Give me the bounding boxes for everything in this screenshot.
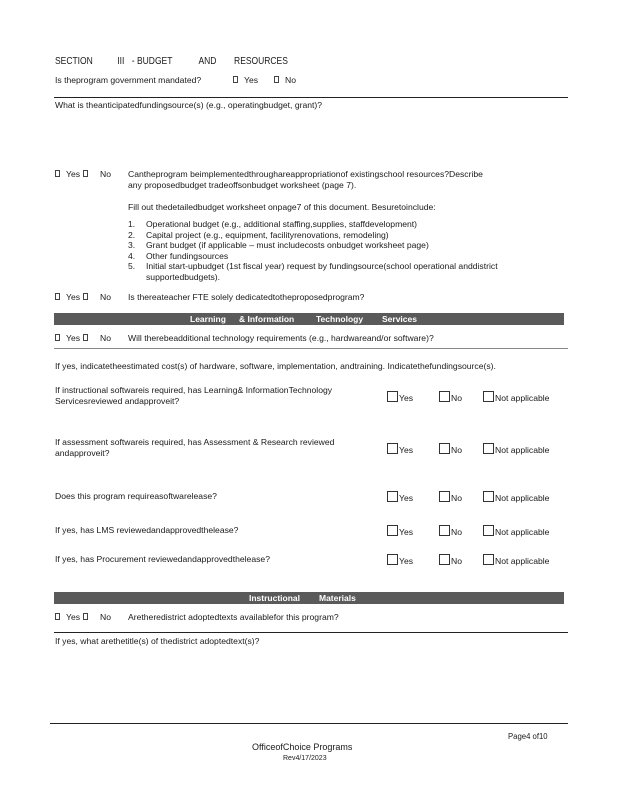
item-text: Other fundingsources — [146, 250, 229, 261]
item-text: Operational budget (e.g., additional staffing,supplies, staffdevelopment) — [146, 219, 418, 229]
yes-checkbox-end-icon — [83, 334, 88, 341]
item-number: 5. — [128, 261, 136, 271]
yes-checkbox-label: Yes — [399, 445, 414, 455]
yes-checkbox-label: Yes — [399, 393, 414, 403]
not-applicable-checkbox-label: Not applicable — [495, 393, 550, 403]
no-checkbox-icon[interactable] — [439, 554, 450, 565]
no-checkbox-label: No — [451, 393, 462, 403]
section-budget: - BUDGET — [131, 56, 173, 67]
lit-section-bar — [54, 313, 564, 325]
checkbox-question-text — [55, 385, 332, 407]
mandated-no-label: No — [285, 75, 296, 85]
yes-checkbox-icon[interactable] — [55, 613, 60, 620]
yes-checkbox-icon[interactable] — [233, 76, 238, 83]
no-checkbox-icon[interactable] — [439, 391, 450, 402]
no-checkbox-icon[interactable] — [439, 491, 450, 502]
checkbox-question-text — [55, 491, 217, 502]
tech-no-label[interactable]: No — [100, 333, 111, 343]
yes-checkbox-icon[interactable] — [55, 170, 60, 177]
adopted-yes-option[interactable] — [55, 612, 94, 623]
question-line: If yes, has LMS reviewedandapprovedthelease? — [55, 525, 239, 535]
appropriation-question-line2: any proposedbudget tradeoffsonbudget worksheet (page 7). — [128, 180, 357, 190]
yes-checkbox-option[interactable] — [387, 525, 413, 538]
yes-checkbox-label: Yes — [399, 527, 414, 537]
yes-checkbox-icon[interactable] — [387, 525, 398, 536]
not-applicable-checkbox-icon[interactable] — [483, 443, 494, 454]
question-line: If yes, has Procurement reviewedandapprovedthelease? — [55, 554, 270, 564]
list-item — [128, 219, 548, 230]
yes-checkbox-option[interactable] — [387, 391, 413, 404]
not-applicable-checkbox-label: Not applicable — [495, 527, 550, 537]
item-number: 4. — [128, 250, 136, 261]
tech-yes-option[interactable] — [55, 333, 94, 344]
yes-checkbox-option[interactable] — [387, 491, 413, 504]
mandated-yes-label: Yes — [244, 75, 259, 85]
yes-checkbox-icon[interactable] — [387, 491, 398, 502]
yes-checkbox-icon[interactable] — [55, 293, 60, 300]
item-text-continued: supportedbudgets). — [146, 271, 221, 282]
yes-checkbox-label: Yes — [399, 493, 414, 503]
fte-question: Is thereateacher FTE solely dedicatedtotheproposedprogram? — [128, 292, 365, 302]
item-number: 3. — [128, 240, 136, 250]
yes-checkbox-option[interactable] — [387, 443, 413, 456]
tech-question: Will therebeadditional technology requirements (e.g., hardwareand/or software)? — [128, 333, 434, 343]
adopted-yes-label: Yes — [66, 612, 81, 622]
appropriation-yes-label: Yes — [66, 169, 81, 179]
footer-divider — [50, 723, 568, 724]
fill-out-instructions: Fill out thedetailedbudget worksheet onpage7 of this document. Besuretoinclude: — [128, 202, 436, 212]
section-title — [55, 56, 288, 67]
no-checkbox-option[interactable] — [439, 443, 462, 456]
section-and: AND — [198, 56, 217, 67]
no-checkbox-icon[interactable] — [439, 525, 450, 536]
list-item — [128, 240, 548, 251]
question-line: If instructional softwareis required, has Learning& InformationTechnology — [55, 385, 333, 395]
not-applicable-checkbox-option[interactable] — [483, 443, 549, 456]
yes-checkbox-icon[interactable] — [387, 554, 398, 565]
adopted-titles-question: If yes, what arethetitle(s) of thedistrict adoptedtext(s)? — [55, 636, 260, 646]
bar-word: & Information — [239, 314, 295, 324]
page-number: Page4 of10 — [508, 731, 548, 741]
tech-yes-label: Yes — [66, 333, 81, 343]
question-line: andapproveit? — [55, 448, 110, 458]
item-text: Initial start-upbudget (1st fiscal year) request by fundingsource(school operational anddistrict — [146, 261, 498, 271]
not-applicable-checkbox-icon[interactable] — [483, 554, 494, 565]
footer-office: OfficeofChoice Programs — [252, 742, 353, 752]
appropriation-no-label[interactable]: No — [100, 169, 111, 179]
not-applicable-checkbox-icon[interactable] — [483, 525, 494, 536]
yes-checkbox-end-icon — [83, 170, 88, 177]
checkbox-question-text — [55, 525, 238, 536]
item-number: 2. — [128, 229, 136, 240]
checkbox-question-text — [55, 437, 334, 459]
footer-revision: Rev4/17/2023 — [283, 755, 327, 762]
tech-cost-question: If yes, indicatetheestimated cost(s) of hardware, software, implementation, andtraining. Indicatethefundingsource(s). — [55, 361, 496, 371]
mandated-no-option[interactable] — [274, 75, 296, 86]
no-checkbox-option[interactable] — [439, 391, 462, 404]
not-applicable-checkbox-option[interactable] — [483, 554, 549, 567]
question-line: Does this program requireasoftwarelease? — [55, 491, 217, 501]
yes-checkbox-end-icon — [83, 613, 88, 620]
funding-question: What is theanticipatedfundingsource(s) (e.g., operatingbudget, grant)? — [55, 100, 323, 110]
not-applicable-checkbox-icon[interactable] — [483, 391, 494, 402]
no-checkbox-option[interactable] — [439, 491, 462, 504]
yes-checkbox-icon[interactable] — [55, 334, 60, 341]
materials-section-bar — [54, 592, 564, 604]
fte-no-label[interactable]: No — [100, 292, 111, 302]
fte-yes-option[interactable] — [55, 292, 94, 303]
bar-word: Instructional — [249, 593, 301, 603]
fte-yes-label: Yes — [66, 292, 81, 302]
yes-checkbox-end-icon — [83, 293, 88, 300]
section-resources: RESOURCES — [234, 56, 288, 67]
divider — [54, 348, 568, 349]
yes-checkbox-icon[interactable] — [387, 391, 398, 402]
not-applicable-checkbox-label: Not applicable — [495, 493, 550, 503]
adopted-question: Aretheredistrict adoptedtexts availablefor this program? — [128, 612, 339, 622]
list-item — [128, 261, 548, 282]
mandated-yes-option[interactable] — [233, 75, 258, 86]
not-applicable-checkbox-label: Not applicable — [495, 445, 550, 455]
no-checkbox-label: No — [451, 493, 462, 503]
item-text: Capital project (e.g., equipment, facilityrenovations, remodeling) — [146, 229, 389, 240]
item-number: 1. — [128, 219, 136, 229]
bar-word: Materials — [319, 593, 356, 603]
mandated-question: Is theprogram government mandated? — [55, 75, 202, 85]
list-item — [128, 251, 548, 262]
checkbox-question-text — [55, 554, 270, 565]
question-line: If assessment softwareis required, has Assessment & Research reviewed — [55, 437, 335, 447]
not-applicable-checkbox-icon[interactable] — [483, 491, 494, 502]
section-word: SECTION — [55, 56, 93, 67]
no-checkbox-label: No — [451, 527, 462, 537]
no-checkbox-icon[interactable] — [274, 76, 279, 83]
section-number: III — [117, 56, 125, 67]
yes-checkbox-label: Yes — [399, 556, 414, 566]
not-applicable-checkbox-option[interactable] — [483, 491, 549, 504]
divider — [54, 632, 568, 633]
no-checkbox-icon[interactable] — [439, 443, 450, 454]
no-checkbox-label: No — [451, 556, 462, 566]
not-applicable-checkbox-option[interactable] — [483, 391, 549, 404]
no-checkbox-label: No — [451, 445, 462, 455]
divider — [54, 97, 568, 98]
not-applicable-checkbox-label: Not applicable — [495, 556, 550, 566]
adopted-no-label[interactable]: No — [100, 612, 111, 622]
appropriation-yes-option[interactable] — [55, 169, 94, 180]
item-text: Grant budget (if applicable – must includecosts onbudget worksheet page) — [146, 240, 429, 250]
list-item — [128, 230, 548, 241]
not-applicable-checkbox-option[interactable] — [483, 525, 549, 538]
yes-checkbox-option[interactable] — [387, 554, 413, 567]
question-line: Servicesreviewed andapproveit? — [55, 396, 180, 406]
no-checkbox-option[interactable] — [439, 554, 462, 567]
budget-items-list — [128, 219, 548, 282]
yes-checkbox-icon[interactable] — [387, 443, 398, 454]
appropriation-question-line1: Cantheprogram beimplementedthroughareappropriationof existingschool resources?Describe — [128, 169, 483, 179]
bar-word: Learning — [190, 314, 226, 324]
bar-word: Technology — [316, 314, 364, 324]
bar-word: Services — [382, 314, 417, 324]
no-checkbox-option[interactable] — [439, 525, 462, 538]
